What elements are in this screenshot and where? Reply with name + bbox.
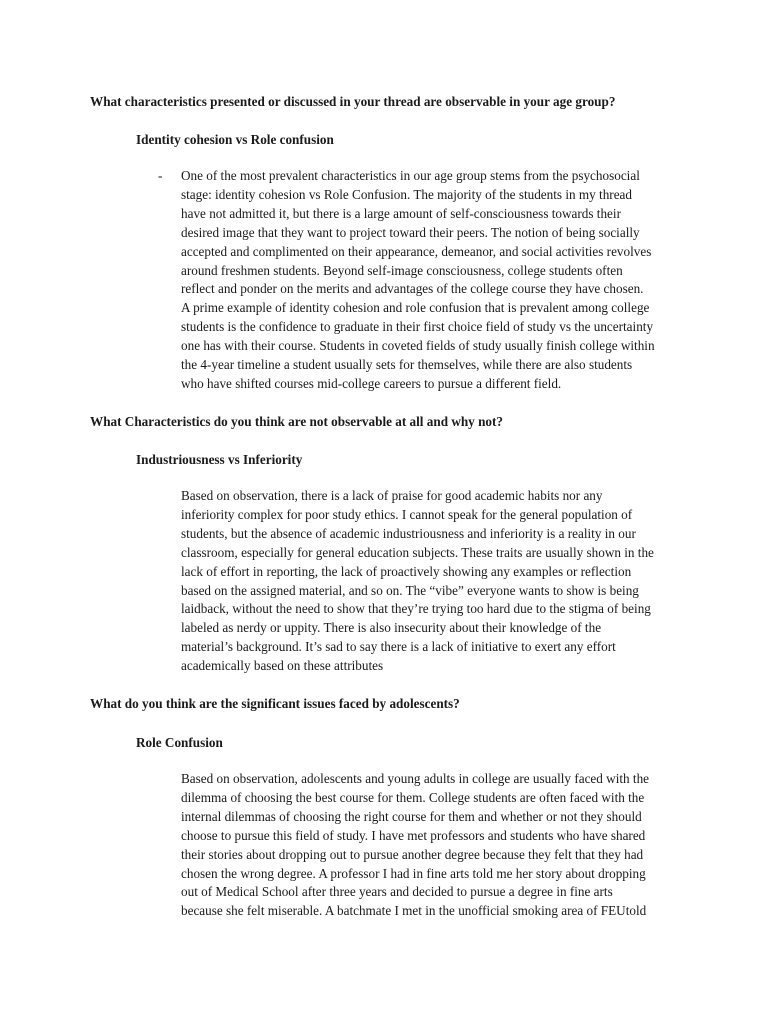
paragraph-line: who have shifted courses mid-college careers to pursue a different field. <box>181 375 562 391</box>
paragraph-line: inferiority complex for poor study ethics. I cannot speak for the general population of <box>181 506 633 522</box>
paragraph-line: chosen the wrong degree. A professor I had in fine arts told me her story about dropping <box>181 865 646 881</box>
paragraph-line: classroom, especially for general education subjects. These traits are usually shown in the <box>181 544 654 560</box>
question-1: What characteristics presented or discussed in your thread are observable in your age group? <box>90 94 616 109</box>
paragraph-line: reflect and ponder on the merits and advantages of the college course they have chosen. <box>181 281 644 297</box>
paragraph-line: based on the assigned material, and so on. The “vibe” everyone wants to show is being <box>181 582 639 598</box>
paragraph-2 <box>181 487 681 676</box>
paragraph-line: laidback, without the need to show that they’re trying too hard due to the stigma of being <box>181 601 651 617</box>
paragraph-line: Based on observation, there is a lack of praise for good academic habits nor any <box>181 488 603 503</box>
heading-identity-cohesion: Identity cohesion vs Role confusion <box>136 132 334 147</box>
paragraph-line: accepted and complimented on their appearance, demeanor, and social activities revolves <box>181 243 652 259</box>
paragraph-line: students is the confidence to graduate in their first choice field of study vs the uncertainty <box>181 319 654 335</box>
paragraph-line: their stories about dropping out to pursue another degree because they felt that they had <box>181 846 644 862</box>
paragraph-line: choose to pursue this field of study. I have met professors and students who have shared <box>181 827 646 843</box>
paragraph-line: academically based on these attributes <box>181 658 384 674</box>
question-2: What Characteristics do you think are not observable at all and why not? <box>90 414 503 429</box>
paragraph-line: Based on observation, adolescents and young adults in college are usually faced with the <box>181 771 650 786</box>
paragraph-line: A prime example of identity cohesion and role confusion that is prevalent among college <box>181 300 650 316</box>
paragraph-line: material’s background. It’s sad to say there is a lack of initiative to exert any effort <box>181 639 616 655</box>
paragraph-line: dilemma of choosing the best course for them. College students are often faced with the <box>181 789 645 805</box>
paragraph-line: internal dilemmas of choosing the right course for them and whether or not they should <box>181 808 642 824</box>
paragraph-line: the 4-year timeline a student usually sets for themselves, while there are also students <box>181 357 633 373</box>
paragraph-line: because she felt miserable. A batchmate I met in the unofficial smoking area of FEUtold <box>181 903 647 919</box>
heading-industriousness: Industriousness vs Inferiority <box>136 452 303 467</box>
bullet-dash: - <box>158 168 163 183</box>
paragraph-line: stage: identity cohesion vs Role Confusion. The majority of the students in my thread <box>181 186 632 202</box>
paragraph-line: students, but the absence of academic industriousness and inferiority is a reality in our <box>181 525 636 541</box>
paragraph-line: lack of effort in reporting, the lack of proactively showing any examples or reflection <box>181 563 632 579</box>
paragraph-line: one has with their course. Students in coveted fields of study usually finish college within <box>181 338 655 354</box>
paragraph-line: desired image that they want to project toward their peers. The notion of being socially <box>181 224 640 240</box>
paragraph-1 <box>181 167 681 394</box>
paragraph-line: around freshmen students. Beyond self-image consciousness, college students often <box>181 262 623 278</box>
question-3: What do you think are the significant issues faced by adolescents? <box>90 696 460 711</box>
paragraph-line: out of Medical School after three years and decided to pursue a degree in fine arts <box>181 884 613 900</box>
paragraph-line: One of the most prevalent characteristics in our age group stems from the psychosocial <box>181 168 640 183</box>
paragraph-line: labeled as nerdy or uppity. There is also insecurity about their knowledge of the <box>181 620 602 636</box>
paragraph-line: have not admitted it, but there is a large amount of self-consciousness towards their <box>181 205 621 221</box>
paragraph-3 <box>181 770 681 921</box>
heading-role-confusion: Role Confusion <box>136 735 223 750</box>
